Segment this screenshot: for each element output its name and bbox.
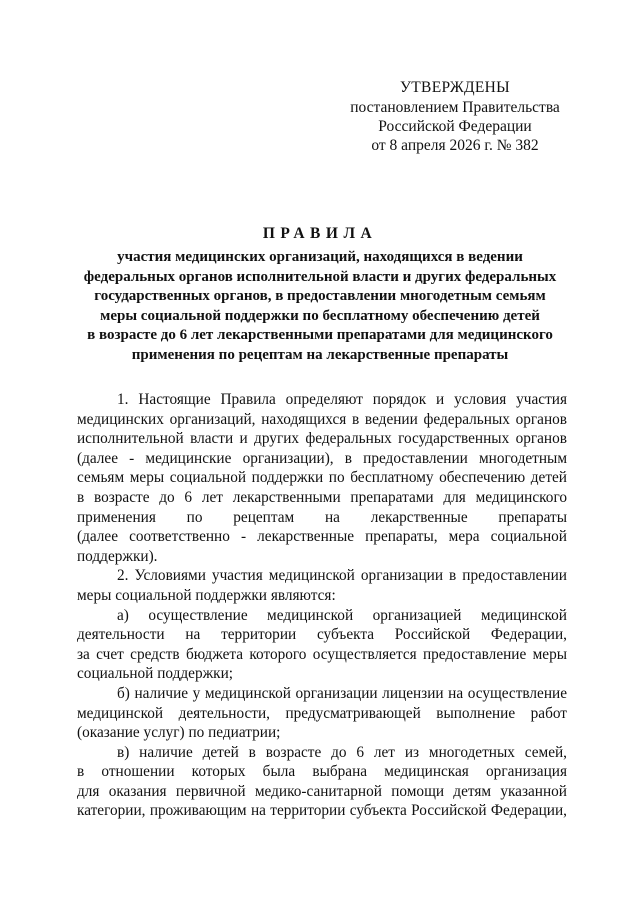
body-text-line: (далее - медицинские организации), в предоставлении многодетным bbox=[77, 449, 567, 467]
body-text-line: в) наличие детей в возрасте до 6 лет из многодетных семей, bbox=[117, 743, 567, 761]
approval-line: постановлением Правительства bbox=[350, 99, 560, 116]
body-text-line: применения по рецептам на лекарственные препараты bbox=[77, 508, 567, 526]
body-text-line: медицинских организаций, находящихся в ведении федеральных органов bbox=[77, 410, 567, 428]
body-text-line: в отношении которых была выбрана медицинская организация bbox=[77, 763, 567, 781]
body-text-line: (далее соответственно - лекарственные препараты, мера социальной bbox=[77, 528, 567, 546]
approval-line: Российской Федерации bbox=[378, 118, 532, 135]
body-text-line: социальной поддержки; bbox=[77, 665, 234, 683]
body-text-line: медицинской деятельности, предусматривающей выполнение работ bbox=[77, 704, 567, 722]
document-title: ПРАВИЛА bbox=[262, 225, 378, 242]
body-text-line: б) наличие у медицинской организации лицензии на осуществление bbox=[117, 684, 567, 702]
body-text-line: в возрасте до 6 лет лекарственными препаратами для медицинского bbox=[77, 488, 567, 506]
subtitle-line: меры социальной поддержки по бесплатному обеспечению детей bbox=[100, 307, 540, 324]
body-text-line: а) осуществление медицинской организацией медицинской bbox=[117, 606, 567, 624]
document-body bbox=[77, 390, 567, 821]
subtitle-line: в возрасте до 6 лет лекарственными препаратами для медицинского bbox=[87, 327, 553, 344]
body-text-line: исполнительной власти и других федеральных государственных органов bbox=[77, 430, 567, 448]
subtitle-line: применения по рецептам на лекарственные препараты bbox=[131, 346, 509, 363]
document-subtitle bbox=[60, 248, 580, 366]
body-text-line: 2. Условиями участия медицинской организации в предоставлении bbox=[117, 567, 567, 585]
body-text-line: (оказание услуг) по педиатрии; bbox=[77, 724, 281, 742]
approval-stamp-block bbox=[340, 78, 570, 155]
body-text-line: за счет средств бюджета которого осуществляется предоставление меры bbox=[77, 645, 567, 663]
body-text-line: семьям меры социальной поддержки по бесплатному обеспечению детей bbox=[77, 469, 567, 487]
subtitle-line: федеральных органов исполнительной власти и других федеральных bbox=[83, 268, 557, 285]
subtitle-line: участия медицинских организаций, находящихся в ведении bbox=[117, 249, 523, 265]
body-text-line: для оказания первичной медико-санитарной помощи детям указанной bbox=[77, 782, 567, 800]
body-text-line: категории, проживающим на территории субъекта Российской Федерации, bbox=[77, 802, 567, 820]
body-text-line: меры социальной поддержки являются: bbox=[77, 586, 336, 604]
approval-line: от 8 апреля 2026 г. № 382 bbox=[371, 137, 539, 154]
approval-heading: УТВЕРЖДЕНЫ bbox=[400, 79, 510, 96]
body-text-line: 1. Настоящие Правила определяют порядок и условия участия bbox=[117, 391, 567, 408]
subtitle-line: государственных органов, в предоставлении многодетным семьям bbox=[94, 288, 546, 305]
body-text-line: деятельности на территории субъекта Российской Федерации, bbox=[77, 626, 567, 644]
body-text-line: поддержки). bbox=[77, 547, 158, 565]
